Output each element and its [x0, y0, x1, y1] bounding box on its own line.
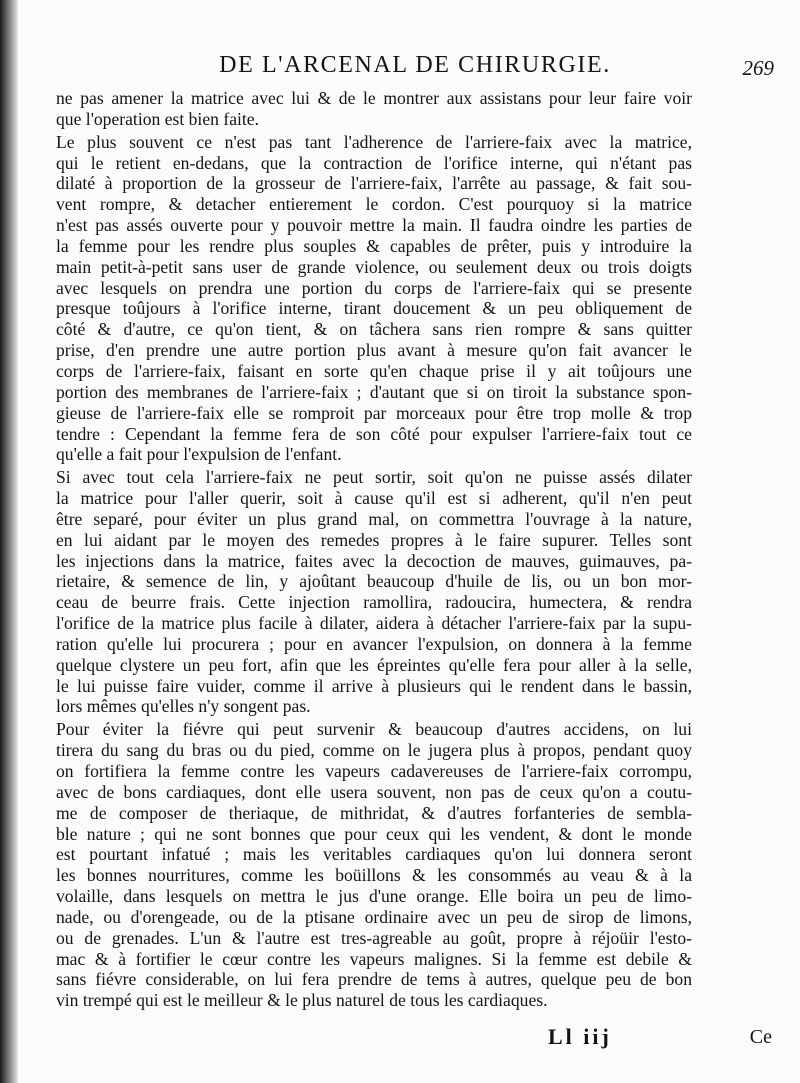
text-line: l'orifice de la matrice plus facile à dilater, aidera à détacher l'arriere-faix par la supu- [56, 613, 692, 634]
text-body [56, 88, 692, 1011]
paragraph [56, 467, 692, 717]
signature-mark: Ll iij [548, 1024, 612, 1049]
text-line: les injections dans la matrice, faites avec la decoction de mauves, guimauves, pa- [56, 550, 692, 571]
text-line: vin trempé qui est le meilleur & le plus naturel de tous les cardiaques. [56, 990, 548, 1011]
paragraph [56, 719, 692, 1011]
text-line: portion des membranes de l'arriere-faix ; d'autant que si on tiroit la substance spon- [56, 381, 692, 402]
text-line: côté & d'autre, ce qu'on tient, & on tâchera sans rien rompre & sans quitter [56, 319, 692, 340]
paragraph [56, 88, 692, 130]
text-line: gieuse de l'arriere-faix elle se romproit par morceaux pour être trop molle & trop [56, 402, 692, 423]
text-line: avec de bons cardiaques, dont elle usera souvent, non pas de ceux qu'on a coutu- [56, 781, 692, 802]
text-line: les bonnes nourritures, comme les boüillons & les consommés au veau & à la [56, 865, 692, 886]
text-line: vent rompre, & detacher entierement le cordon. C'est pourquoy si la matrice [56, 194, 692, 215]
text-line: dilaté à proportion de la grosseur de l'arriere-faix, l'arrête au passage, & fait sou- [56, 173, 692, 194]
text-line: main petit-à-petit sans user de grande violence, ou seulement deux ou trois doigts [56, 256, 692, 277]
text-line: sans fiévre considerable, on lui fera prendre de tems à autres, quelque peu de bon [56, 969, 692, 990]
text-line: être separé, pour éviter un plus grand mal, on commettra l'ouvrage à la nature, [56, 508, 692, 529]
text-line: ou de grenades. L'un & l'autre est tres-agreable au goût, propre à réjoüir l'esto- [56, 927, 692, 948]
running-title: DE L'ARCENAL DE CHIRURGIE. [219, 52, 611, 78]
text-line: Pour éviter la fiévre qui peut survenir & beaucoup d'autres accidens, on lui [56, 719, 692, 740]
text-line: tendre : Cependant la femme fera de son côté pour expulser l'arriere-faix tout ce [56, 423, 692, 444]
text-line: qu'elle a fait pour l'expulsion de l'enfant. [56, 444, 342, 465]
text-line: volaille, dans lesquels on mettra le jus d'une orange. Elle boira un peu de limo- [56, 886, 692, 907]
text-line: lors mêmes qu'elles n'y songent pas. [56, 696, 311, 717]
text-line: ration qu'elle lui procurera ; pour en avancer l'expulsion, on donnera à la femme [56, 633, 692, 654]
text-line: presque toûjours à l'orifice interne, tirant doucement & un peu obliquement de [56, 298, 692, 319]
text-line: prise, d'en prendre une autre portion plus avant à mesure qu'on fait avancer le [56, 340, 692, 361]
text-line: le lui puisse faire vuider, comme il arrive à plusieurs qui le rendent dans le bassin, [56, 675, 692, 696]
text-line: tirera du sang du bras ou du pied, comme on le jugera plus à propos, pendant quoy [56, 740, 692, 761]
page-gutter-shadow [0, 0, 18, 1083]
text-line: qui le retient en-dedans, que la contraction de l'orifice interne, qui n'étant pas [56, 152, 692, 173]
text-line: avec lesquels on prendra une portion du corps de l'arriere-faix qui se presente [56, 277, 692, 298]
text-line: nade, ou d'orengeade, ou de la ptisane ordinaire avec un peu de sirop de limons, [56, 906, 692, 927]
text-line: la femme pour les rendre plus souples & capables de prêter, puis y introduire la [56, 235, 692, 256]
text-line: est pourtant infatué ; mais les veritables cardiaques qu'on lui donnera seront [56, 844, 692, 865]
text-line: Si avec tout cela l'arriere-faix ne peut sortir, soit qu'on ne puisse assés dilater [56, 467, 692, 488]
text-line: corps de l'arriere-faix, faisant en sorte qu'en chaque prise il y ait toûjours une [56, 360, 692, 381]
text-line: rietaire, & semence de lin, y ajoûtant beaucoup d'huile de lis, ou un bon mor- [56, 571, 692, 592]
page-number: 269 [742, 56, 774, 80]
text-line: me de composer de theriaque, de mithridat, & d'autres forfanteries de sembla- [56, 802, 692, 823]
catchword: Ce [749, 1026, 772, 1048]
text-line: que l'operation est bien faite. [56, 108, 259, 129]
text-line: ble nature ; qui ne sont bonnes que pour ceux qui les vendent, & dont le monde [56, 823, 692, 844]
text-line: n'est pas assés ouverte pour y pouvoir mettre la main. Il faudra oindre les parties de [56, 215, 692, 236]
text-line: la matrice pour l'aller querir, soit à cause qu'il est si adherent, qu'il n'en peut [56, 488, 692, 509]
text-line: Le plus souvent ce n'est pas tant l'adherence de l'arriere-faix avec la matrice, [56, 131, 692, 152]
text-line: ceau de beurre frais. Cette injection ramollira, radoucira, humectera, & rendra [56, 592, 692, 613]
text-line: ne pas amener la matrice avec lui & de le montrer aux assistans pour leur faire voir [56, 88, 692, 108]
text-line: quelque clystere un peu fort, afin que les épreintes qu'elle fera pour aller à la selle, [56, 654, 692, 675]
text-line: mac & à fortifier le cœur contre les vapeurs malignes. Si la femme est debile & [56, 948, 692, 969]
text-line: on fortifiera la femme contre les vapeurs cadavereuses de l'arriere-faix corrompu, [56, 761, 692, 781]
paragraph [56, 132, 692, 466]
text-line: en lui aidant par le moyen des remedes propres à le faire supurer. Telles sont [56, 529, 692, 550]
